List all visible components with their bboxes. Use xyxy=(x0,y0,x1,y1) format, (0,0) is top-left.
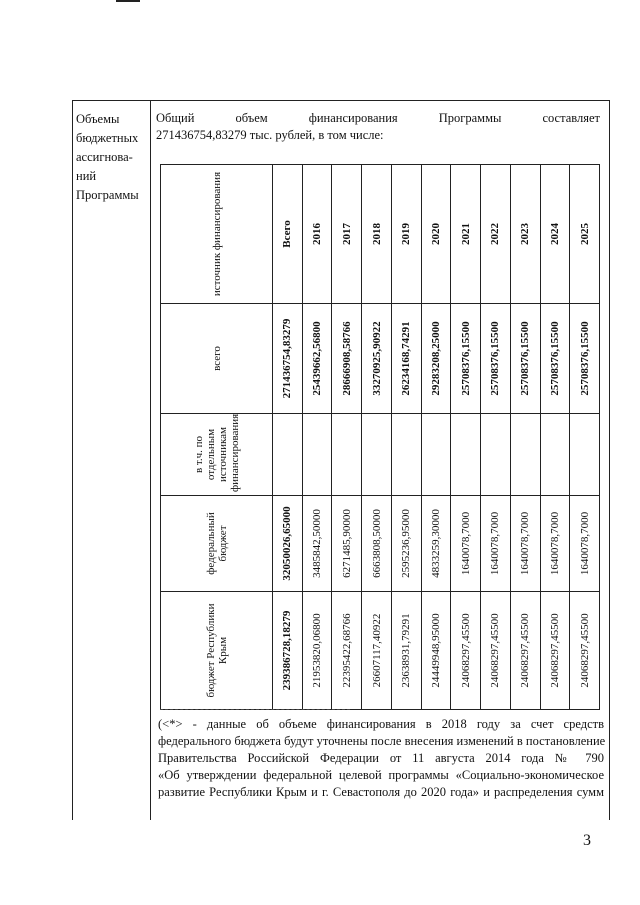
table-cell: 6663808,50000 xyxy=(362,496,392,592)
section-label-line: бюджетных xyxy=(76,131,139,145)
table-cell: 24449948,95000 xyxy=(421,592,451,710)
footnote-line: федерального бюджета будут уточнены после внесения изменений в постановление xyxy=(158,734,606,748)
table-cell: 24068297,45500 xyxy=(510,592,540,710)
intro-line-1 xyxy=(156,110,600,127)
section-label-line: ний xyxy=(76,169,97,183)
table-cell: 2023 xyxy=(510,165,540,304)
table-cell: Всего xyxy=(273,165,303,304)
table-column xyxy=(540,165,570,710)
footnote xyxy=(158,716,604,801)
table-cell: 2024 xyxy=(540,165,570,304)
table-cell xyxy=(421,414,451,496)
table-cell: 6271485,90000 xyxy=(332,496,362,592)
table-cell: 29283208,25000 xyxy=(421,304,451,414)
table-cell: 3485842,50000 xyxy=(302,496,332,592)
table-cell: 33270925,90922 xyxy=(362,304,392,414)
table-column xyxy=(421,165,451,710)
financing-table xyxy=(160,164,600,710)
column-header: бюджет Республики Крым xyxy=(161,592,273,710)
table-cell: 1640078,7000 xyxy=(540,496,570,592)
table-cell: 2016 xyxy=(302,165,332,304)
section-label-line: ассигнова- xyxy=(76,150,133,164)
table-cell: 25708376,15500 xyxy=(510,304,540,414)
footnote-line: развитие Республики Крым и г. Севастополя до 2020 года» и распределения сумм xyxy=(158,785,604,799)
table-column xyxy=(451,165,481,710)
column-header: всего xyxy=(161,304,273,414)
table-cell: 1640078,7000 xyxy=(451,496,481,592)
table-column xyxy=(481,165,511,710)
section-label-line: Объемы xyxy=(76,112,120,126)
intro-word: финансирования xyxy=(308,111,398,125)
table-cell xyxy=(510,414,540,496)
top-mark xyxy=(116,0,140,2)
footnote-line: Правительства Российской Федерации от 11 августа 2014 года № 790 xyxy=(158,751,604,765)
table-cell: 1640078,7000 xyxy=(570,496,600,592)
table-cell: 2020 xyxy=(421,165,451,304)
table-cell: 24068297,45500 xyxy=(451,592,481,710)
intro-word: Общий xyxy=(156,111,195,125)
table-column xyxy=(332,165,362,710)
intro-text xyxy=(156,110,600,144)
financing-table-container xyxy=(160,165,600,710)
table-cell: 25708376,15500 xyxy=(481,304,511,414)
footnote-line: «Об утверждении федеральной целевой программы «Социально-экономическое xyxy=(158,768,604,782)
table-cell: 4833259,30000 xyxy=(421,496,451,592)
column-header: в т.ч. по отдельным источникам финансирования xyxy=(161,414,273,496)
table-cell: 271436754,83279 xyxy=(273,304,303,414)
table-column xyxy=(161,165,273,710)
table-cell: 22395422,68766 xyxy=(332,592,362,710)
table-cell xyxy=(332,414,362,496)
table-cell: 1640078,7000 xyxy=(481,496,511,592)
column-header: федеральный бюджет xyxy=(161,496,273,592)
table-cell: 26234168,74291 xyxy=(391,304,421,414)
section-label xyxy=(76,110,146,205)
table-cell xyxy=(273,414,303,496)
table-cell xyxy=(451,414,481,496)
table-column xyxy=(570,165,600,710)
table-cell xyxy=(481,414,511,496)
table-cell xyxy=(540,414,570,496)
column-header: источник финансирования xyxy=(161,165,273,304)
table-cell: 25439662,56800 xyxy=(302,304,332,414)
intro-word: Программы xyxy=(438,111,502,125)
table-cell: 24068297,45500 xyxy=(540,592,570,710)
table-cell: 21953820,06800 xyxy=(302,592,332,710)
table-cell xyxy=(302,414,332,496)
table-cell: 2022 xyxy=(481,165,511,304)
table-cell: 25708376,15500 xyxy=(540,304,570,414)
table-column xyxy=(362,165,392,710)
table-cell xyxy=(570,414,600,496)
table-column xyxy=(273,165,303,710)
table-cell: 25708376,15500 xyxy=(451,304,481,414)
table-cell: 2595236,95000 xyxy=(391,496,421,592)
table-cell xyxy=(391,414,421,496)
table-cell: 25708376,15500 xyxy=(570,304,600,414)
table-cell: 2017 xyxy=(332,165,362,304)
table-cell: 1640078,7000 xyxy=(510,496,540,592)
table-cell: 23638931,79291 xyxy=(391,592,421,710)
section-label-line: Программы xyxy=(76,188,139,202)
table-cell: 239386728,18279 xyxy=(273,592,303,710)
table-cell: 2018 xyxy=(362,165,392,304)
footnote-line: (<*> - данные об объеме финансирования в 2018 году за счет средств xyxy=(158,717,604,731)
table-cell: 26607117,40922 xyxy=(362,592,392,710)
intro-word: объем xyxy=(235,111,268,125)
table-cell: 2021 xyxy=(451,165,481,304)
footnote-separator xyxy=(160,709,350,710)
table-column xyxy=(510,165,540,710)
intro-word: составляет xyxy=(542,111,600,125)
intro-line-2: 271436754,83279 тыс. рублей, в том числе: xyxy=(156,128,384,142)
table-column xyxy=(391,165,421,710)
table-cell: 2019 xyxy=(391,165,421,304)
table-cell: 24068297,45500 xyxy=(570,592,600,710)
table-cell: 32050026,65000 xyxy=(273,496,303,592)
page-number: 3 xyxy=(583,832,591,849)
table-cell: 2025 xyxy=(570,165,600,304)
table-cell: 24068297,45500 xyxy=(481,592,511,710)
table-column xyxy=(302,165,332,710)
table-cell: 28666908,58766 xyxy=(332,304,362,414)
table-cell xyxy=(362,414,392,496)
